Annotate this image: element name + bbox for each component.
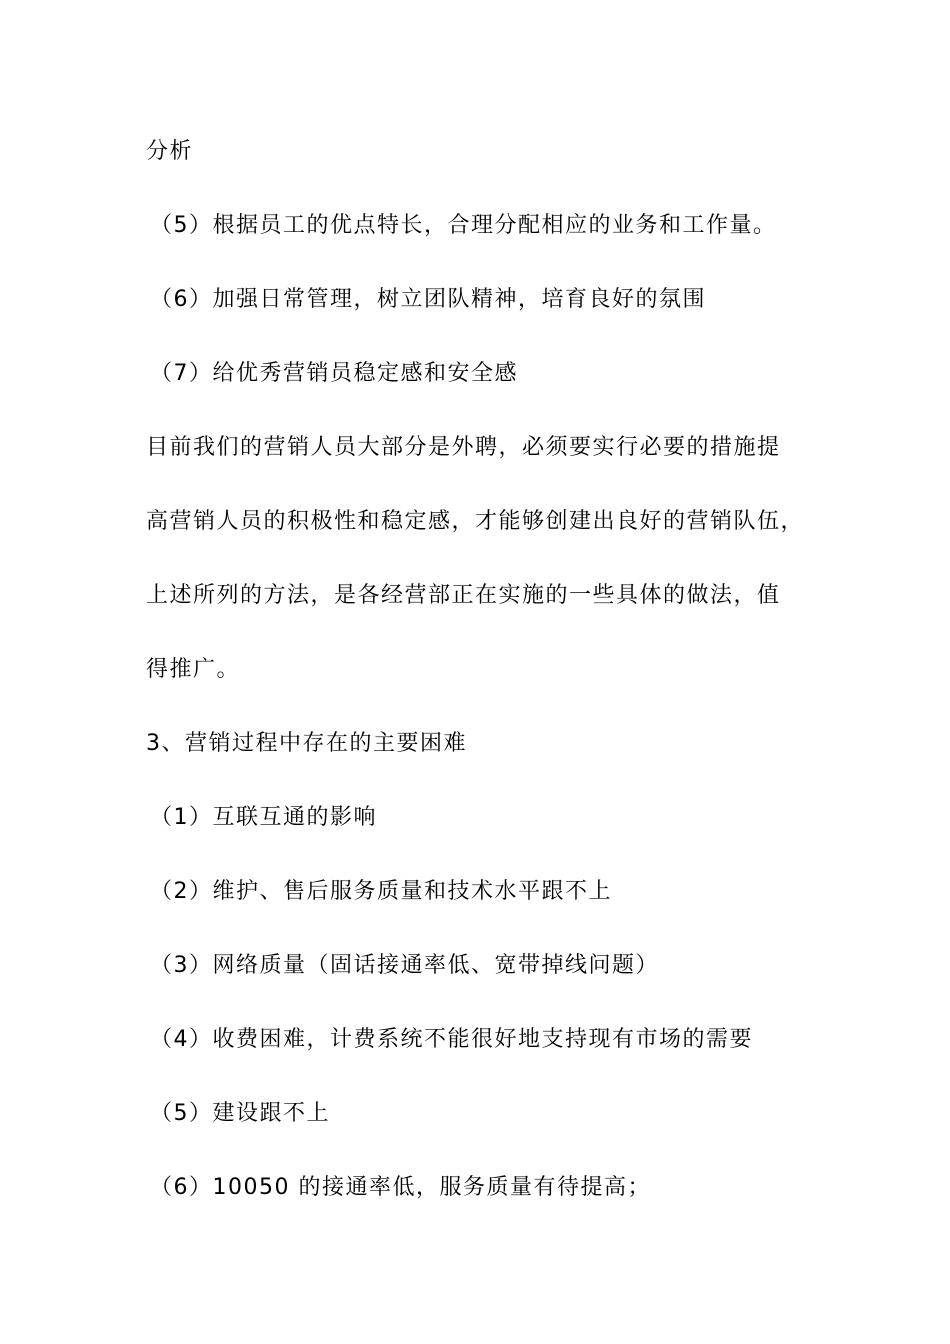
list-item-3-network-quality: （3）网络质量（固话接通率低、宽带掉线问题）: [150, 953, 659, 978]
list-item-5-construction: （5）建设跟不上: [150, 1101, 330, 1126]
text-line-analysis: 分析: [146, 139, 194, 164]
paragraph-line-3: 上述所列的方法，是各经营部正在实施的一些具体的做法，值: [146, 583, 781, 608]
section-heading-difficulties: 3、营销过程中存在的主要困难: [146, 731, 467, 756]
list-item-4-billing: （4）收费困难，计费系统不能很好地支持现有市场的需要: [150, 1027, 753, 1052]
list-item-6-daily-management: （6）加强日常管理，树立团队精神，培育良好的氛围: [150, 287, 706, 312]
list-item-2-maintenance: （2）维护、售后服务质量和技术水平跟不上: [150, 879, 612, 904]
list-item-1-interconnection: （1）互联互通的影响: [150, 805, 377, 830]
list-item-5-staff-allocation: （5）根据员工的优点特长，合理分配相应的业务和工作量。: [150, 213, 777, 238]
list-item-7-stability: （7）给优秀营销员稳定感和安全感: [150, 361, 518, 386]
paragraph-line-1: 目前我们的营销人员大部分是外聘，必须要实行必要的措施提: [146, 435, 781, 460]
list-item-6-service-quality: （6）10050 的接通率低，服务质量有待提高；: [150, 1175, 651, 1200]
paragraph-line-4: 得推广。: [146, 657, 241, 682]
paragraph-line-2: 高营销人员的积极性和稳定感，才能够创建出良好的营销队伍，: [146, 509, 805, 534]
